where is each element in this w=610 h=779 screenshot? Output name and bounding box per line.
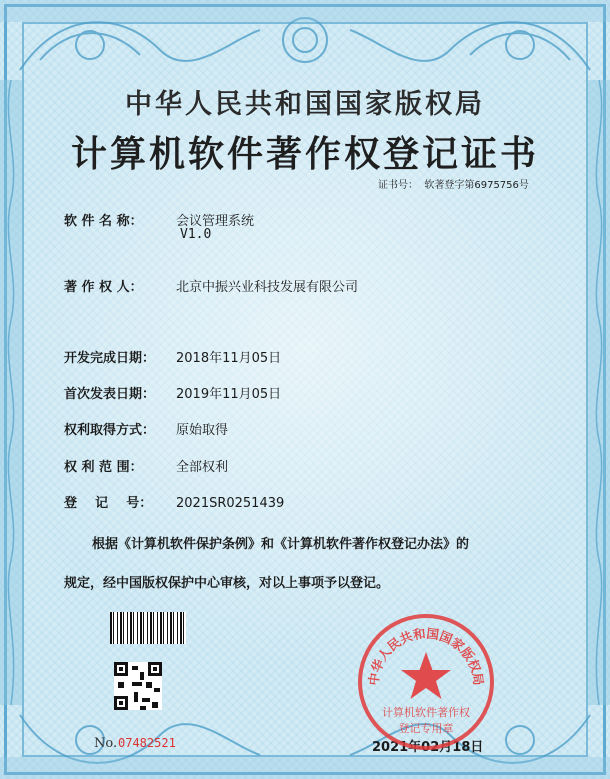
seal-ring-text: 中华人民共和国国家版权局 bbox=[365, 625, 487, 687]
bottom-ornament bbox=[0, 705, 610, 779]
scope-value: 全部权利 bbox=[176, 460, 229, 475]
reg-no-label: 登 记 号： bbox=[64, 496, 153, 511]
software-name-value: 会议管理系统 bbox=[176, 214, 255, 229]
top-ornament bbox=[0, 0, 610, 80]
owner-row bbox=[64, 276, 358, 295]
method-row bbox=[64, 419, 228, 438]
reg-no-row bbox=[64, 492, 284, 511]
statement-line-1: 根据《计算机软件保护条例》和《计算机软件著作权登记办法》的 bbox=[92, 537, 470, 552]
pub-date-row bbox=[64, 383, 281, 402]
software-name-label: 软 件 名 称： bbox=[64, 214, 143, 229]
owner-value: 北京中振兴业科技发展有限公司 bbox=[176, 280, 359, 295]
reg-no-value: 2021SR0251439 bbox=[176, 496, 285, 511]
seal-line-1: 计算机软件著作权 bbox=[382, 706, 470, 719]
serial-number-value: 07482521 bbox=[118, 736, 176, 750]
method-label: 权利取得方式： bbox=[64, 423, 156, 438]
barcode bbox=[110, 612, 186, 644]
software-version: V1.0 bbox=[180, 227, 212, 242]
method-value: 原始取得 bbox=[176, 423, 229, 438]
pub-date-value: 2019年11月05日 bbox=[176, 387, 282, 402]
pub-date-label: 首次发表日期： bbox=[64, 387, 156, 402]
scope-row bbox=[64, 456, 228, 475]
owner-label: 著 作 权 人： bbox=[64, 280, 143, 295]
dev-date-value: 2018年11月05日 bbox=[176, 351, 282, 366]
scope-label: 权 利 范 围： bbox=[64, 460, 143, 475]
seal-line-2: 登记专用章 bbox=[398, 722, 454, 735]
qr-code bbox=[114, 662, 162, 710]
certificate-number bbox=[378, 176, 529, 191]
official-seal bbox=[356, 612, 496, 752]
issuer-title: 中华人民共和国国家版权局 bbox=[125, 89, 485, 120]
dev-date-row bbox=[64, 347, 281, 366]
certificate-title: 计算机软件著作权登记证书 bbox=[70, 133, 539, 175]
issue-date: 2021年02月18日 bbox=[372, 740, 484, 755]
serial-number-label: No. bbox=[94, 736, 118, 751]
certificate-number-value: 软著登字第6975756号 bbox=[424, 180, 529, 191]
star-icon bbox=[401, 652, 451, 699]
dev-date-label: 开发完成日期： bbox=[64, 351, 156, 366]
software-name-row bbox=[64, 210, 254, 229]
statement-line-2: 规定，经中国版权保护中心审核，对以上事项予以登记。 bbox=[64, 576, 390, 591]
certificate-number-label: 证书号： bbox=[378, 180, 418, 191]
